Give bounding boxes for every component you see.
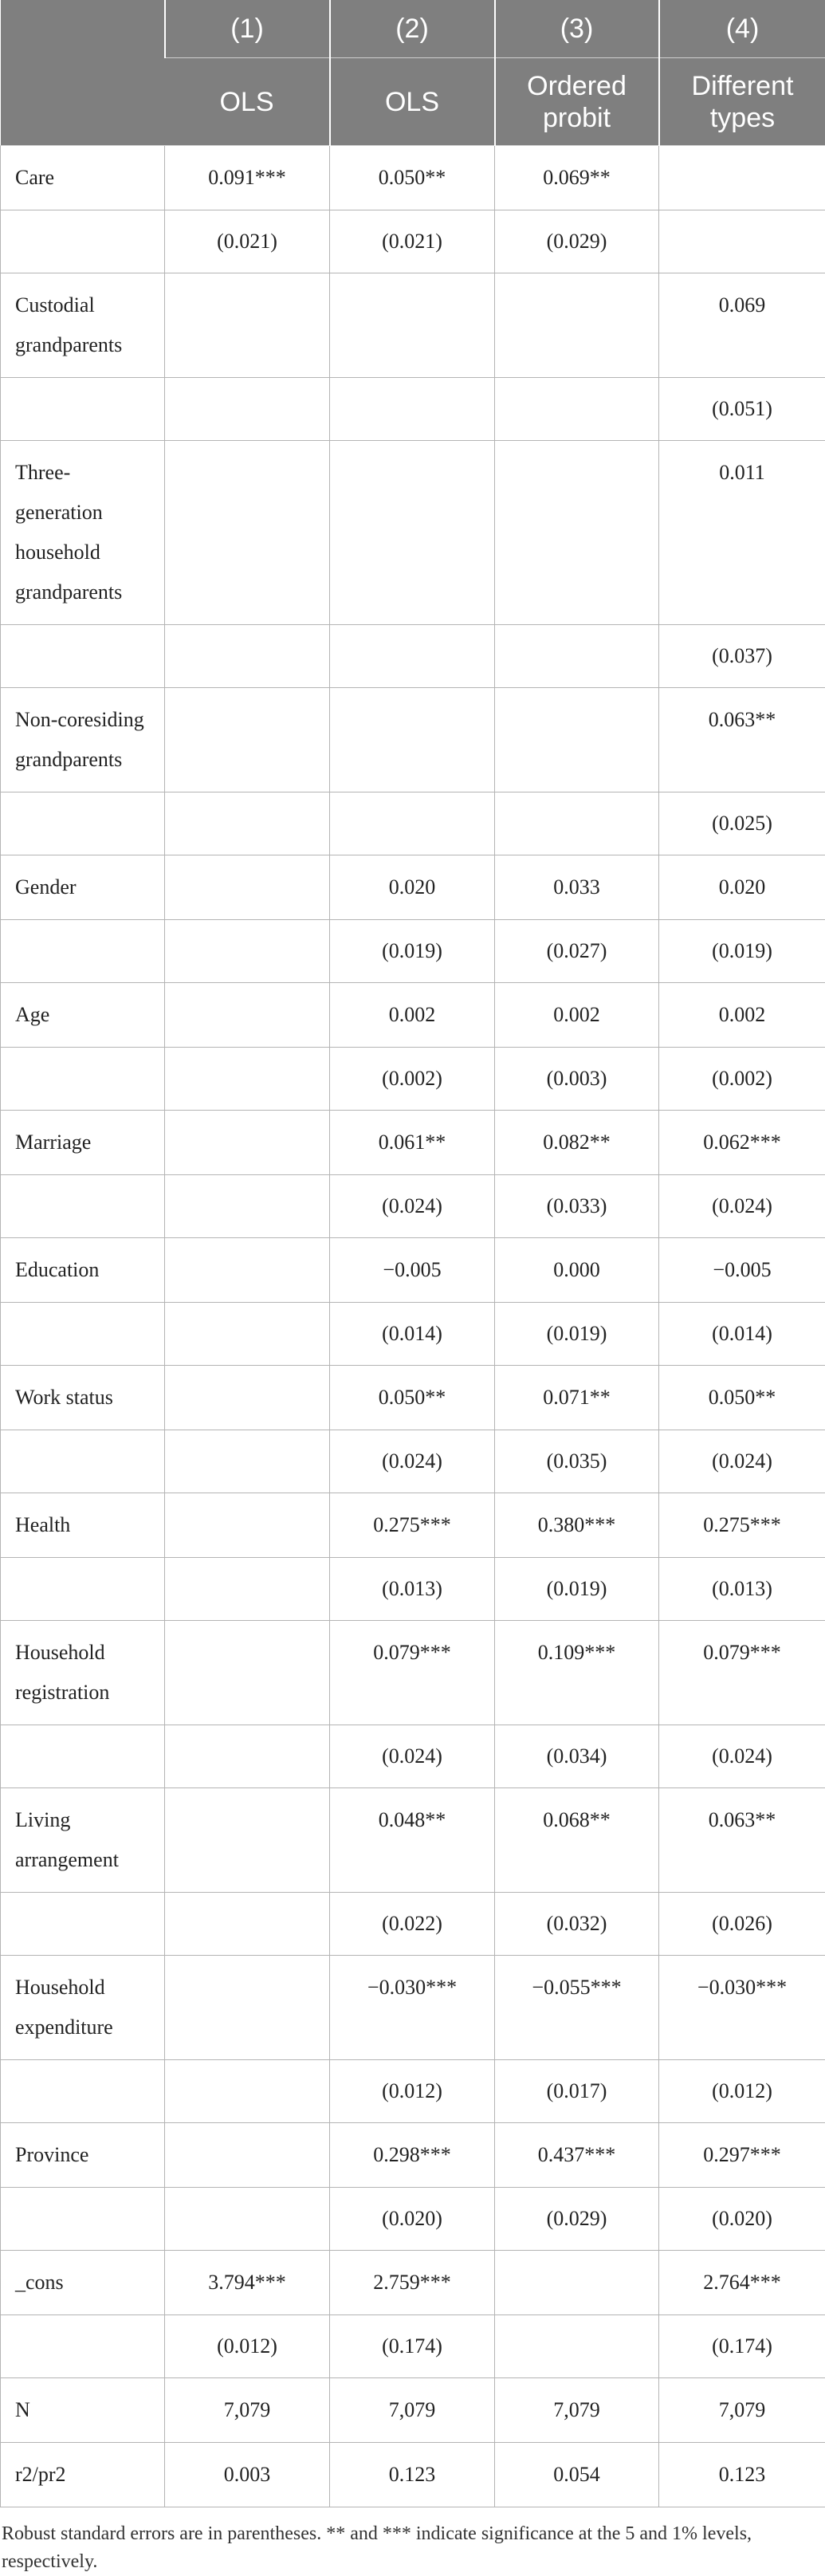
row-label	[1, 1175, 165, 1238]
cell-col-2: (0.012)	[330, 2060, 495, 2123]
cell-col-4: (0.026)	[659, 1893, 825, 1956]
table-row	[1, 1366, 825, 1430]
cell-col-1	[165, 1430, 330, 1493]
cell-col-1	[165, 2188, 330, 2251]
row-label	[1, 378, 165, 441]
table-row	[1, 1238, 825, 1303]
cell-col-3	[495, 2315, 659, 2378]
cell-col-2: 2.759***	[330, 2251, 495, 2315]
table-row	[1, 1621, 825, 1725]
cell-col-3: (0.019)	[495, 1303, 659, 1366]
col-method-4: Different types	[659, 58, 825, 146]
cell-col-4: (0.012)	[659, 2060, 825, 2123]
cell-col-2: (0.021)	[330, 210, 495, 273]
cell-col-4: 0.062***	[659, 1111, 825, 1175]
cell-col-4: (0.024)	[659, 1175, 825, 1238]
table-row	[1, 210, 825, 273]
cell-col-3: (0.029)	[495, 2188, 659, 2251]
cell-col-4: 0.297***	[659, 2123, 825, 2188]
cell-col-3: (0.027)	[495, 920, 659, 983]
row-label	[1, 920, 165, 983]
cell-col-3: 0.380***	[495, 1493, 659, 1558]
table-row	[1, 1493, 825, 1558]
table-row	[1, 2315, 825, 2378]
cell-col-3: 0.002	[495, 983, 659, 1048]
cell-col-4: 0.275***	[659, 1493, 825, 1558]
row-label	[1, 1048, 165, 1111]
cell-col-3: (0.017)	[495, 2060, 659, 2123]
table-row	[1, 1048, 825, 1111]
cell-col-3	[495, 441, 659, 625]
cell-col-4: 0.050**	[659, 1366, 825, 1430]
cell-col-3	[495, 792, 659, 855]
table-header	[1, 0, 825, 146]
cell-col-4: (0.174)	[659, 2315, 825, 2378]
cell-col-2: 0.079***	[330, 1621, 495, 1725]
table-row	[1, 1893, 825, 1956]
cell-col-2: (0.024)	[330, 1725, 495, 1788]
cell-col-2: 0.298***	[330, 2123, 495, 2188]
row-label: Custodial grandparents	[1, 273, 165, 378]
cell-col-2: (0.014)	[330, 1303, 495, 1366]
cell-col-4: (0.024)	[659, 1430, 825, 1493]
cell-col-3: (0.019)	[495, 1558, 659, 1621]
cell-col-1	[165, 983, 330, 1048]
row-label: r2/pr2	[1, 2443, 165, 2507]
row-label: Living arrangement	[1, 1788, 165, 1893]
table-row	[1, 920, 825, 983]
table-row	[1, 2443, 825, 2507]
row-label	[1, 2060, 165, 2123]
table-row	[1, 1111, 825, 1175]
row-label: Household expenditure	[1, 1956, 165, 2060]
table-row	[1, 2251, 825, 2315]
cell-col-2	[330, 378, 495, 441]
cell-col-3: 0.109***	[495, 1621, 659, 1725]
cell-col-2: (0.020)	[330, 2188, 495, 2251]
cell-col-4: (0.014)	[659, 1303, 825, 1366]
row-label: Three-generation household grandparents	[1, 441, 165, 625]
row-label: Age	[1, 983, 165, 1048]
table-row	[1, 2060, 825, 2123]
cell-col-4: 0.011	[659, 441, 825, 625]
cell-col-2: −0.030***	[330, 1956, 495, 2060]
row-label	[1, 1303, 165, 1366]
table-row	[1, 1303, 825, 1366]
cell-col-1	[165, 1175, 330, 1238]
cell-col-3: 0.082**	[495, 1111, 659, 1175]
row-label: Care	[1, 146, 165, 210]
cell-col-1: (0.012)	[165, 2315, 330, 2378]
table-row	[1, 1558, 825, 1621]
row-label: Health	[1, 1493, 165, 1558]
cell-col-2: (0.024)	[330, 1430, 495, 1493]
table-row	[1, 792, 825, 855]
table-row	[1, 1175, 825, 1238]
cell-col-4	[659, 146, 825, 210]
cell-col-2: 0.123	[330, 2443, 495, 2507]
cell-col-4: 0.123	[659, 2443, 825, 2507]
cell-col-3: 0.054	[495, 2443, 659, 2507]
cell-col-3: 0.068**	[495, 1788, 659, 1893]
cell-col-2: 0.061**	[330, 1111, 495, 1175]
cell-col-2: 0.020	[330, 855, 495, 920]
cell-col-1	[165, 1558, 330, 1621]
cell-col-1	[165, 1048, 330, 1111]
row-label: Work status	[1, 1366, 165, 1430]
cell-col-4: 0.063**	[659, 688, 825, 792]
cell-col-4: (0.002)	[659, 1048, 825, 1111]
cell-col-1	[165, 1725, 330, 1788]
cell-col-4: (0.020)	[659, 2188, 825, 2251]
table-row	[1, 2378, 825, 2443]
cell-col-1: 7,079	[165, 2378, 330, 2443]
table-footnote: Robust standard errors are in parentheses. ** and *** indicate significance at the 5 and 1% levels, respectively.	[0, 2507, 825, 2576]
table-row	[1, 983, 825, 1048]
cell-col-3	[495, 688, 659, 792]
cell-col-2: (0.002)	[330, 1048, 495, 1111]
cell-col-2	[330, 273, 495, 378]
table-row	[1, 688, 825, 792]
cell-col-4: (0.051)	[659, 378, 825, 441]
table-row	[1, 1430, 825, 1493]
cell-col-1	[165, 920, 330, 983]
col-method-2: OLS	[330, 58, 495, 146]
cell-col-4	[659, 210, 825, 273]
cell-col-4: 2.764***	[659, 2251, 825, 2315]
cell-col-3	[495, 2251, 659, 2315]
cell-col-3: 0.071**	[495, 1366, 659, 1430]
table-row	[1, 2188, 825, 2251]
cell-col-1	[165, 1893, 330, 1956]
cell-col-1	[165, 2123, 330, 2188]
cell-col-1: 0.091***	[165, 146, 330, 210]
row-label: N	[1, 2378, 165, 2443]
cell-col-1: 0.003	[165, 2443, 330, 2507]
cell-col-2: 7,079	[330, 2378, 495, 2443]
row-label: Education	[1, 1238, 165, 1303]
cell-col-3: (0.029)	[495, 210, 659, 273]
table-row	[1, 273, 825, 378]
cell-col-3: −0.055***	[495, 1956, 659, 2060]
cell-col-1	[165, 625, 330, 688]
table-row	[1, 855, 825, 920]
header-row-numbers	[1, 0, 825, 58]
table-row	[1, 1725, 825, 1788]
cell-col-2	[330, 792, 495, 855]
row-label	[1, 625, 165, 688]
cell-col-1: 3.794***	[165, 2251, 330, 2315]
cell-col-4: 7,079	[659, 2378, 825, 2443]
cell-col-3: 7,079	[495, 2378, 659, 2443]
cell-col-1	[165, 441, 330, 625]
row-label: Non-coresiding grandparents	[1, 688, 165, 792]
row-label: _cons	[1, 2251, 165, 2315]
col-number-2: (2)	[330, 0, 495, 58]
cell-col-2: (0.024)	[330, 1175, 495, 1238]
cell-col-3	[495, 378, 659, 441]
cell-col-3: (0.033)	[495, 1175, 659, 1238]
row-label: Province	[1, 2123, 165, 2188]
cell-col-1	[165, 2060, 330, 2123]
cell-col-3: (0.003)	[495, 1048, 659, 1111]
cell-col-1	[165, 273, 330, 378]
cell-col-2	[330, 625, 495, 688]
cell-col-3: 0.033	[495, 855, 659, 920]
cell-col-1	[165, 1621, 330, 1725]
col-number-3: (3)	[495, 0, 659, 58]
cell-col-4: (0.025)	[659, 792, 825, 855]
cell-col-1	[165, 1238, 330, 1303]
cell-col-2: 0.048**	[330, 1788, 495, 1893]
cell-col-2: (0.174)	[330, 2315, 495, 2378]
col-number-4: (4)	[659, 0, 825, 58]
cell-col-2: 0.050**	[330, 146, 495, 210]
cell-col-3: (0.032)	[495, 1893, 659, 1956]
cell-col-1	[165, 1788, 330, 1893]
table-row	[1, 146, 825, 210]
table-row	[1, 625, 825, 688]
header-corner	[1, 0, 165, 146]
cell-col-4: 0.069	[659, 273, 825, 378]
cell-col-4: (0.019)	[659, 920, 825, 983]
table-row	[1, 1788, 825, 1893]
cell-col-3: 0.437***	[495, 2123, 659, 2188]
table-body	[1, 146, 825, 2507]
cell-col-1: (0.021)	[165, 210, 330, 273]
cell-col-1	[165, 1303, 330, 1366]
row-label: Household registration	[1, 1621, 165, 1725]
cell-col-3: 0.000	[495, 1238, 659, 1303]
cell-col-1	[165, 1366, 330, 1430]
cell-col-4: 0.079***	[659, 1621, 825, 1725]
cell-col-4: (0.013)	[659, 1558, 825, 1621]
row-label	[1, 1893, 165, 1956]
cell-col-2: 0.002	[330, 983, 495, 1048]
cell-col-2: 0.275***	[330, 1493, 495, 1558]
cell-col-3: (0.035)	[495, 1430, 659, 1493]
cell-col-2: (0.019)	[330, 920, 495, 983]
row-label	[1, 1430, 165, 1493]
cell-col-2	[330, 688, 495, 792]
cell-col-3: (0.034)	[495, 1725, 659, 1788]
cell-col-2	[330, 441, 495, 625]
cell-col-2: −0.005	[330, 1238, 495, 1303]
cell-col-4: −0.005	[659, 1238, 825, 1303]
cell-col-4: 0.020	[659, 855, 825, 920]
cell-col-1	[165, 1956, 330, 2060]
cell-col-2: (0.013)	[330, 1558, 495, 1621]
cell-col-3	[495, 625, 659, 688]
row-label	[1, 210, 165, 273]
cell-col-1	[165, 1111, 330, 1175]
cell-col-1	[165, 1493, 330, 1558]
row-label: Gender	[1, 855, 165, 920]
cell-col-1	[165, 855, 330, 920]
cell-col-4: (0.037)	[659, 625, 825, 688]
cell-col-3	[495, 273, 659, 378]
row-label	[1, 2188, 165, 2251]
col-method-1: OLS	[165, 58, 330, 146]
row-label	[1, 792, 165, 855]
cell-col-1	[165, 792, 330, 855]
row-label: Marriage	[1, 1111, 165, 1175]
cell-col-1	[165, 378, 330, 441]
cell-col-1	[165, 688, 330, 792]
table-row	[1, 441, 825, 625]
table-row	[1, 2123, 825, 2188]
table-row	[1, 1956, 825, 2060]
cell-col-2: (0.022)	[330, 1893, 495, 1956]
cell-col-4: (0.024)	[659, 1725, 825, 1788]
row-label	[1, 1558, 165, 1621]
cell-col-4: 0.063**	[659, 1788, 825, 1893]
row-label	[1, 2315, 165, 2378]
cell-col-4: −0.030***	[659, 1956, 825, 2060]
table-row	[1, 378, 825, 441]
cell-col-3: 0.069**	[495, 146, 659, 210]
col-method-3: Ordered probit	[495, 58, 659, 146]
row-label	[1, 1725, 165, 1788]
cell-col-2: 0.050**	[330, 1366, 495, 1430]
col-number-1: (1)	[165, 0, 330, 58]
cell-col-4: 0.002	[659, 983, 825, 1048]
